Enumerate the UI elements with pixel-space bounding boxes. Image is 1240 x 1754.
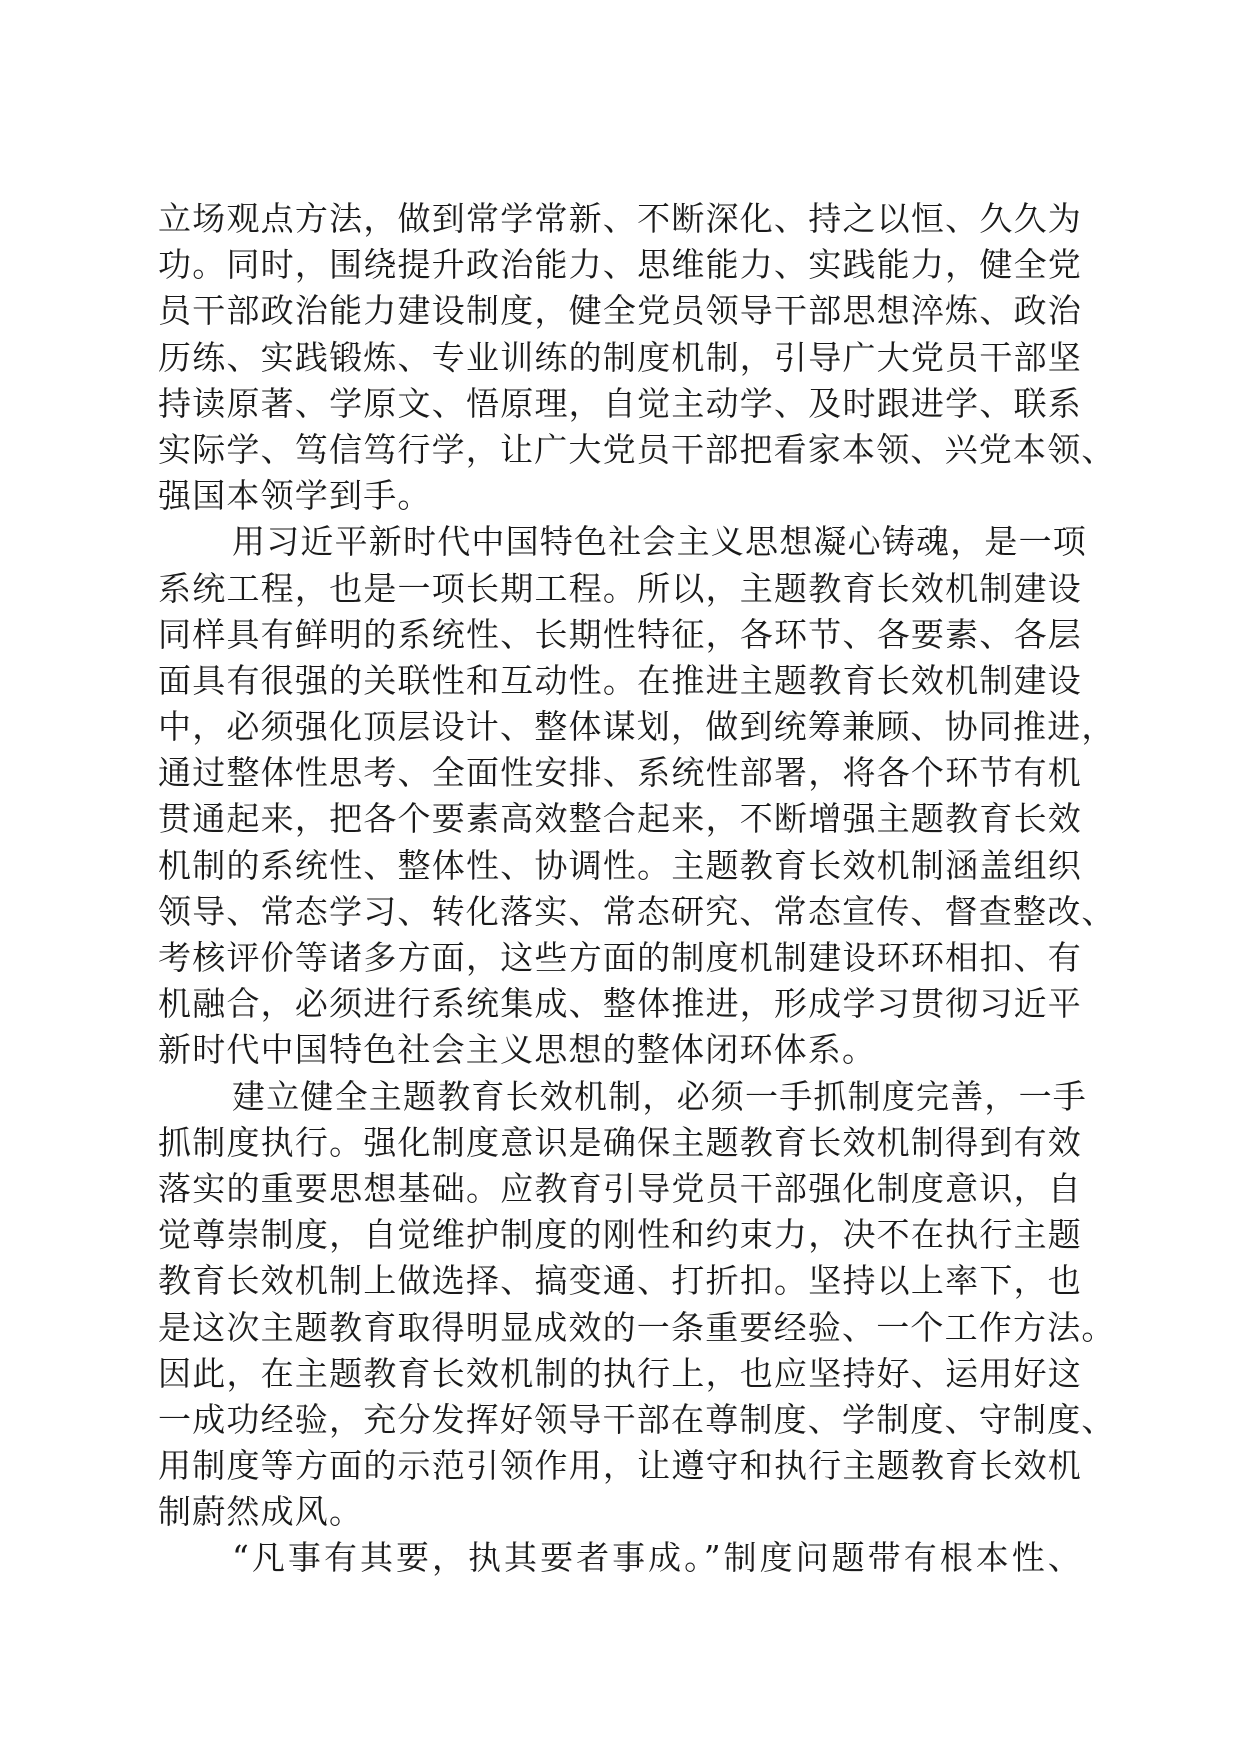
- text-line: 用习近平新时代中国特色社会主义思想凝心铸魂，是一项: [232, 522, 1087, 562]
- text-line: 建立健全主题教育长效机制，必须一手抓制度完善，一手: [232, 1076, 1087, 1116]
- text-line: 贯通起来，把各个要素高效整合起来，不断增强主题教育长效: [158, 799, 1082, 839]
- text-line: 实际学、笃信笃行学，让广大党员干部把看家本领、兴党本领、: [158, 429, 1116, 469]
- text-line: 持读原著、学原文、悟原理，自觉主动学、及时跟进学、联系: [158, 383, 1082, 423]
- text-line: 中，必须强化顶层设计、整体谋划，做到统筹兼顾、协同推进，: [158, 707, 1116, 747]
- text-line: 功。同时，围绕提升政治能力、思维能力、实践能力，健全党: [158, 245, 1082, 285]
- text-line: 领导、常态学习、转化落实、常态研究、常态宣传、督查整改、: [158, 891, 1116, 931]
- text-line: 新时代中国特色社会主义思想的整体闭环体系。: [158, 1030, 877, 1070]
- text-line: 制蔚然成风。: [158, 1492, 364, 1532]
- text-line: 教育长效机制上做选择、搞变通、打折扣。坚持以上率下，也: [158, 1261, 1082, 1301]
- text-line: 强国本领学到手。: [158, 476, 432, 516]
- text-line: 机制的系统性、整体性、协调性。主题教育长效机制涵盖组织: [158, 845, 1082, 885]
- text-line: 员干部政治能力建设制度，健全党员领导干部思想淬炼、政治: [158, 291, 1082, 331]
- text-line: 机融合，必须进行系统集成、整体推进，形成学习贯彻习近平: [158, 984, 1082, 1024]
- text-line: 一成功经验，充分发挥好领导干部在尊制度、学制度、守制度、: [158, 1399, 1116, 1439]
- text-line: 用制度等方面的示范引领作用，让遵守和执行主题教育长效机: [158, 1446, 1082, 1486]
- text-line: 觉尊崇制度，自觉维护制度的刚性和约束力，决不在执行主题: [158, 1215, 1082, 1255]
- text-line: 落实的重要思想基础。应教育引导党员干部强化制度意识，自: [158, 1168, 1082, 1208]
- text-line: 抓制度执行。强化制度意识是确保主题教育长效机制得到有效: [158, 1122, 1082, 1162]
- text-line: 立场观点方法，做到常学常新、不断深化、持之以恒、久久为: [158, 199, 1082, 238]
- text-line: 历练、实践锻炼、专业训练的制度机制，引导广大党员干部坚: [158, 337, 1082, 377]
- text-line: 因此，在主题教育长效机制的执行上，也应坚持好、运用好这: [158, 1353, 1082, 1393]
- text-line: 通过整体性思考、全面性安排、系统性部署，将各个环节有机: [158, 753, 1082, 793]
- text-line: “凡事有其要，执其要者事成。”制度问题带有根本性、: [232, 1538, 1082, 1578]
- text-line: 同样具有鲜明的系统性、长期性特征，各环节、各要素、各层: [158, 614, 1082, 654]
- text-line: 考核评价等诸多方面，这些方面的制度机制建设环环相扣、有: [158, 938, 1082, 977]
- text-line: 系统工程，也是一项长期工程。所以，主题教育长效机制建设: [158, 568, 1082, 608]
- document-body: [158, 196, 1116, 1582]
- text-line: 面具有很强的关联性和互动性。在推进主题教育长效机制建设: [158, 660, 1082, 700]
- text-line: 是这次主题教育取得明显成效的一条重要经验、一个工作方法。: [158, 1307, 1116, 1347]
